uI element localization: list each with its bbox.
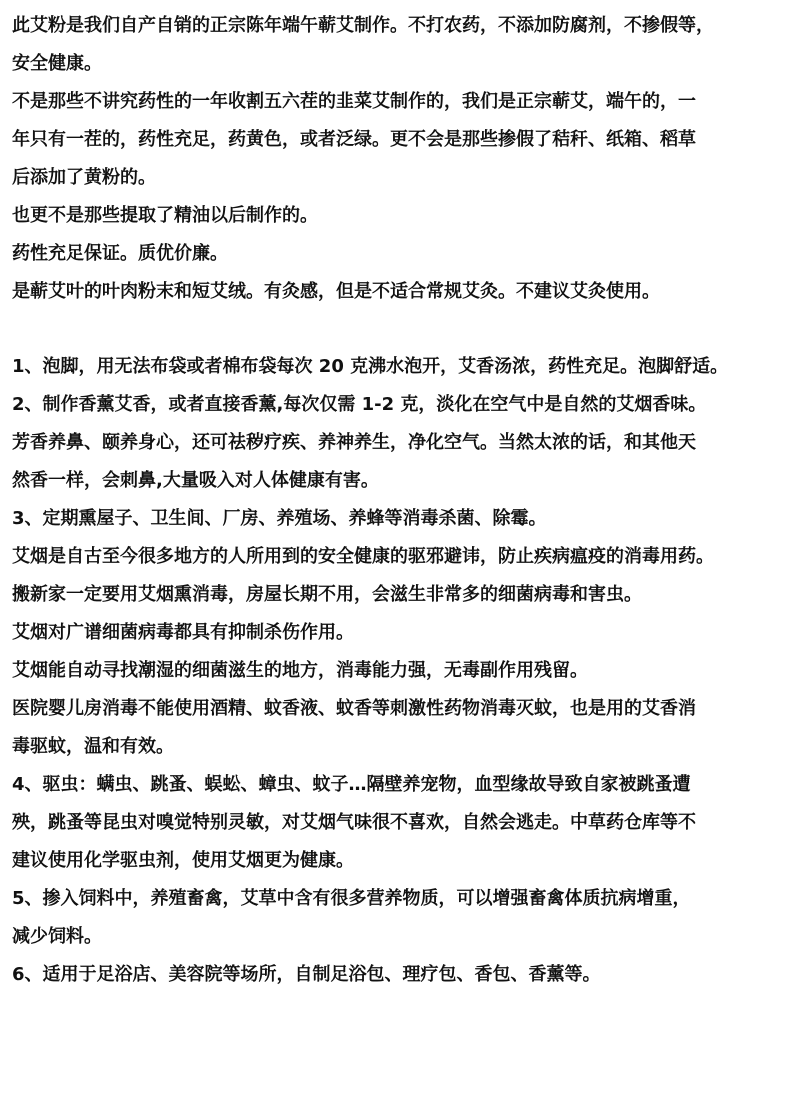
section-spacer — [12, 311, 800, 348]
uses-line: 艾烟是自古至今很多地方的人所用到的安全健康的驱邪避讳，防止疾病瘟疫的消毒用药。 — [12, 546, 714, 567]
uses-line: 芳香养鼻、颐养身心，还可祛秽疗疾、养神养生，净化空气。当然太浓的话，和其他天 — [12, 432, 696, 453]
uses-line: 殃，跳蚤等昆虫对嗅觉特别灵敏，对艾烟气味很不喜欢，自然会逃走。中草药仓库等不 — [12, 812, 696, 833]
intro-line: 后添加了黄粉的。 — [12, 167, 156, 188]
uses-line: 艾烟对广谱细菌病毒都具有抑制杀伤作用。 — [12, 622, 354, 643]
uses-line: 4、驱虫：螨虫、跳蚤、蜈蚣、蟑虫、蚊子…隔壁养宠物，血型缘故导致自家被跳蚤遭 — [12, 774, 691, 795]
intro-line: 也更不是那些提取了精油以后制作的。 — [12, 205, 318, 226]
intro-section — [12, 0, 800, 311]
uses-line: 搬新家一定要用艾烟熏消毒，房屋长期不用，会滋生非常多的细菌病毒和害虫。 — [12, 584, 642, 605]
intro-line: 此艾粉是我们自产自销的正宗陈年端午蕲艾制作。不打农药，不添加防腐剂，不掺假等， — [12, 15, 714, 36]
uses-line: 艾烟能自动寻找潮湿的细菌滋生的地方，消毒能力强，无毒副作用残留。 — [12, 660, 588, 681]
intro-line: 药性充足保证。质优价廉。 — [12, 243, 228, 264]
uses-line: 毒驱蚊，温和有效。 — [12, 736, 174, 757]
uses-section — [12, 348, 800, 994]
uses-line: 2、制作香薰艾香，或者直接香薰,每次仅需 1-2 克，淡化在空气中是自然的艾烟香味。 — [12, 394, 707, 415]
uses-line: 医院婴儿房消毒不能使用酒精、蚊香液、蚊香等刺激性药物消毒灭蚊，也是用的艾香消 — [12, 698, 696, 719]
uses-line: 6、适用于足浴店、美容院等场所，自制足浴包、理疗包、香包、香薰等。 — [12, 964, 601, 985]
intro-line: 年只有一茬的，药性充足，药黄色，或者泛绿。更不会是那些掺假了秸秆、纸箱、稻草 — [12, 129, 696, 150]
intro-line: 不是那些不讲究药性的一年收割五六茬的韭菜艾制作的，我们是正宗蕲艾，端午的，一 — [12, 91, 696, 112]
uses-line: 3、定期熏屋子、卫生间、厂房、养殖场、养蜂等消毒杀菌、除霉。 — [12, 508, 547, 529]
intro-line: 是蕲艾叶的叶肉粉末和短艾绒。有灸感，但是不适合常规艾灸。不建议艾灸使用。 — [12, 281, 660, 302]
uses-line: 减少饲料。 — [12, 926, 102, 947]
uses-line: 然香一样，会刺鼻,大量吸入对人体健康有害。 — [12, 470, 379, 491]
intro-line: 安全健康。 — [12, 53, 102, 74]
uses-line: 5、掺入饲料中，养殖畜禽，艾草中含有很多营养物质，可以增强畜禽体质抗病增重， — [12, 888, 691, 909]
uses-line: 1、泡脚，用无法布袋或者棉布袋每次 20 克沸水泡开，艾香汤浓，药性充足。泡脚舒适。 — [12, 356, 729, 377]
uses-line: 建议使用化学驱虫剂，使用艾烟更为健康。 — [12, 850, 354, 871]
